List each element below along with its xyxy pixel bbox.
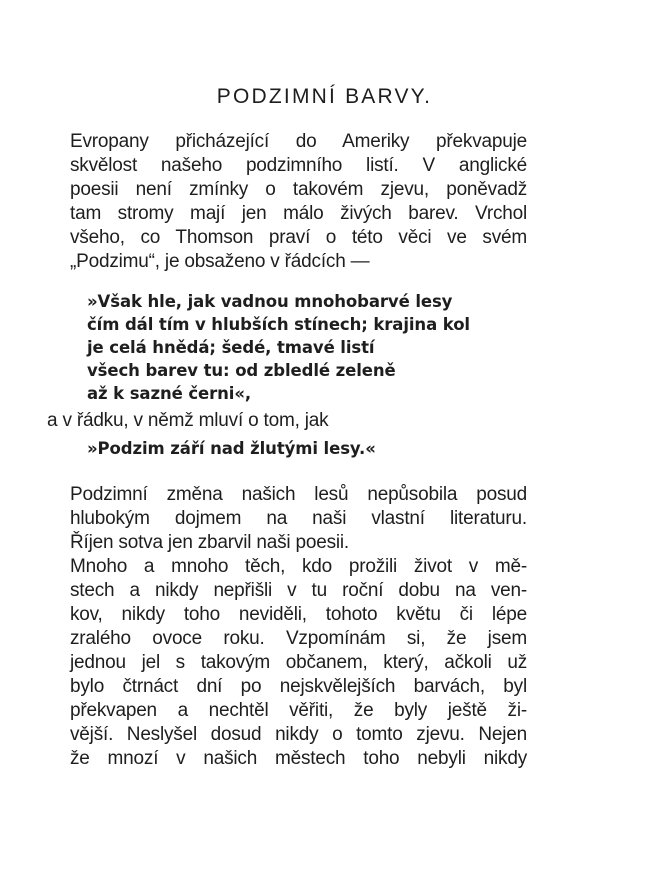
paragraph-3-line: bylo čtrnáct dní po nejskvělejších barvách, byl	[70, 676, 527, 697]
quote-line: všech barev tu: od zbledlé zeleně	[87, 361, 396, 380]
quote-line: »Však hle, jak vadnou mnohobarvé lesy	[87, 292, 453, 311]
paragraph-3-line: stech a nikdy nepřišli v tu roční dobu na ven-	[70, 580, 527, 601]
quote-line: je celá hnědá; šedé, tmavé listí	[87, 338, 375, 357]
quote-line: čím dál tím v hlubších stínech; krajina kol	[87, 315, 470, 334]
page-title: PODZIMNÍ BARVY.	[216, 85, 433, 108]
paragraph-3-line: kov, nikdy toho neviděli, tohoto květu či lépe	[70, 604, 527, 625]
quote-line: až k sazné černi«,	[87, 384, 252, 403]
quote-line: »Podzim září nad žlutými lesy.«	[87, 439, 376, 458]
paragraph-2-line: hlubokým dojmem na naši vlastní literaturu.	[70, 508, 527, 529]
paragraph-3-line: překvapen a nechtěl věřiti, že byly ještě ži-	[70, 700, 527, 721]
paragraph-3-line: Mnoho a mnoho těch, kdo prožili život v mě-	[70, 556, 527, 577]
paragraph-1-line: „Podzimu“, je obsaženo v řádcích —	[70, 251, 370, 272]
paragraph-3-line: že mnozí v našich městech toho nebyli nikdy	[70, 748, 527, 769]
paragraph-3-line: jednou jel s takovým občanem, který, ačkoli už	[70, 652, 527, 673]
paragraph-1-line: tam stromy mají jen málo živých barev. Vrchol	[70, 203, 527, 224]
paragraph-1-line: Evropany přicházející do Ameriky překvapuje	[70, 131, 527, 152]
paragraph-1-line: poesii není zmínky o takovém zjevu, poněvadž	[70, 179, 527, 200]
paragraph-1-line: skvělost našeho podzimního listí. V anglické	[70, 155, 527, 176]
paragraph-2-line: Podzimní změna našich lesů nepůsobila posud	[70, 484, 527, 505]
paragraph-2-line: Říjen sotva jen zbarvil naši poesii.	[70, 532, 349, 553]
paragraph-3-line: vější. Neslyšel dosud nikdy o tomto zjevu. Nejen	[70, 724, 527, 745]
paragraph-1-line: všeho, co Thomson praví o této věci ve svém	[70, 227, 527, 248]
paragraph-3-line: zralého ovoce roku. Vzpomínám si, že jsem	[70, 628, 527, 649]
connector-line: a v řádku, v němž mluví o tom, jak	[47, 410, 329, 431]
